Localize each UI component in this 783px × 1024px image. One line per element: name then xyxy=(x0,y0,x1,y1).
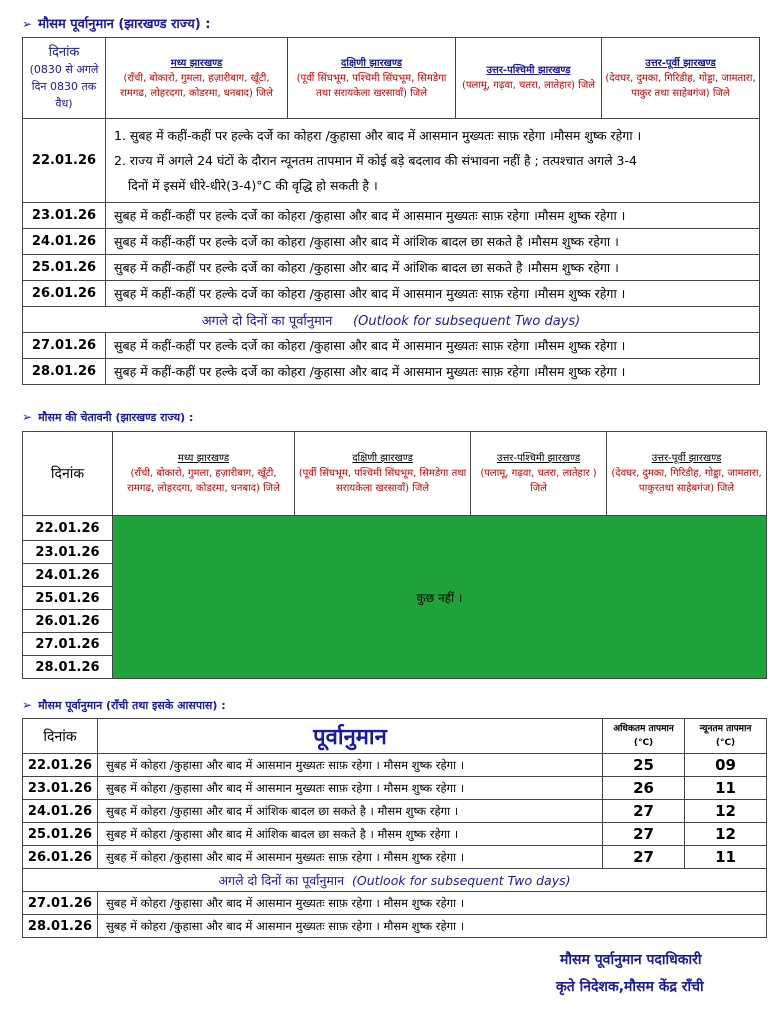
table-row: 28.01.26 सुबह में कहीं-कहीं पर हल्के दर्जे का कोहरा /कुहासा और बाद में आसमान मुख्यतः साफ़ रहेगा ।मौसम शुष्क रहेगा । xyxy=(23,359,760,385)
table-row: 26.01.26 सुबह में कोहरा /कुहासा और बाद में आसमान मुख्यतः साफ़ रहेगा । मौसम शुष्क रहेगा । 27 11 xyxy=(23,846,767,869)
table-row: 24.01.26 सुबह में कहीं-कहीं पर हल्के दर्जे का कोहरा /कुहासा और बाद में आंशिक बादल छा सकते है ।मौसम शुष्क रहेगा । xyxy=(23,229,760,255)
region-header-central: मध्य झारखण्ड (राँची, बोकारो, गुमला, हज़ारीबाग, खूँटी, रामगढ, लोहरदगा, कोडरमा, धनबाद) जिले xyxy=(106,38,288,119)
section1-title: ➢ मौसम पूर्वानुमान (झारखण्ड राज्य) : xyxy=(22,17,211,32)
table-row xyxy=(23,119,760,203)
warning-table xyxy=(22,431,767,679)
region-header-northwest: उत्तर-पश्चिमी झारखण्ड (पलामू, गढ़वा, चतरा, लातेहार ) जिले xyxy=(471,432,607,516)
warning-none-cell: कुछ नहीं । xyxy=(113,516,767,679)
table-row: 25.01.26 xyxy=(23,587,767,610)
section2-title: ➢ मौसम की चेतावनी (झारखण्ड राज्य) : xyxy=(22,410,194,424)
forecast-header-cell: पूर्वानुमान xyxy=(98,719,603,754)
region-header-central: मध्य झारखण्ड (राँची, बोकारो, गुमला, हज़ारीबाग, खूँटी, रामगढ, लोहरदगा, कोडरमा, धनबाद) जिले xyxy=(113,432,295,516)
table-row: 23.01.26 सुबह में कोहरा /कुहासा और बाद में आसमान मुख्यतः साफ़ रहेगा । मौसम शुष्क रहेगा । 26 11 xyxy=(23,777,767,800)
table-row: 26.01.26 सुबह में कहीं-कहीं पर हल्के दर्जे का कोहरा /कुहासा और बाद में आसमान मुख्यतः साफ़ रहेगा ।मौसम शुष्क रहेगा । xyxy=(23,281,760,307)
table-row: 27.01.26 xyxy=(23,633,767,656)
date-header-cell: दिनांक (0830 से अगले दिन 0830 तक वैध) xyxy=(23,38,106,119)
min-temp-header: न्यूनतम तापमान (°C) xyxy=(685,719,767,754)
arrow-bullet-icon: ➢ xyxy=(22,698,33,712)
region-header-south: दक्षिणी झारखण्ड (पूर्वी सिंघभूम, पश्चिमी सिंघभूम, सिमडेगा तथा सरायकेला खरसावाँ) जिले xyxy=(295,432,471,516)
outlook-row: अगले दो दिनों का पूर्वानुमान (Outlook for subsequent Two days) xyxy=(23,307,760,333)
table-row: 23.01.26 सुबह में कहीं-कहीं पर हल्के दर्जे का कोहरा /कुहासा और बाद में आसमान मुख्यतः साफ़ रहेगा ।मौसम शुष्क रहेगा । xyxy=(23,203,760,229)
table-row: 27.01.26 सुबह में कहीं-कहीं पर हल्के दर्जे का कोहरा /कुहासा और बाद में आसमान मुख्यतः साफ़ रहेगा ।मौसम शुष्क रहेगा । xyxy=(23,333,760,359)
table-row: 28.01.26 सुबह में कोहरा /कुहासा और बाद में आसमान मुख्यतः साफ़ रहेगा । मौसम शुष्क रहेगा । xyxy=(23,915,767,938)
arrow-bullet-icon: ➢ xyxy=(22,410,33,424)
forecast-cell: 1. सुबह में कहीं-कहीं पर हल्के दर्जे का कोहरा /कुहासा और बाद में आसमान मुख्यतः साफ़ रहेगा ।मौसम शुष्क रहेगा । 2. राज्य में अगले 24 घंटों के दौरान न्यूनतम तापमान में कोई बड़े बदलाव की संभावना नहीं है ; तत्पश्चात अगले 3-4 दिनों में इसमें धीरे-धीरे(3-4)°C की वृद्धि हो सकती है । xyxy=(106,119,760,203)
table-row: 28.01.26 xyxy=(23,656,767,679)
signature-office: कृते निदेशक,मौसम केंद्र राँची xyxy=(556,979,704,995)
date-header-cell: दिनांक xyxy=(23,719,98,754)
ranchi-forecast-table xyxy=(22,718,767,938)
table-row: 24.01.26 xyxy=(23,564,767,587)
region-header-northeast: उत्तर-पूर्वी झारखण्ड (देवघर, दुमका, गिरिडीह, गोड्डा, जामतारा, पाकुर तथा साहेबगंज) जिले xyxy=(602,38,760,119)
table-row: 22.01.26 कुछ नहीं । xyxy=(23,516,767,541)
table-row: 27.01.26 सुबह में कोहरा /कुहासा और बाद में आसमान मुख्यतः साफ़ रहेगा । मौसम शुष्क रहेगा । xyxy=(23,892,767,915)
region-header-south: दक्षिणी झारखण्ड (पूर्वी सिंघभूम, पश्चिमी सिंघभूम, सिमडेगा तथा सरायकेला खरसावाँ) जिले xyxy=(288,38,456,119)
region-header-northwest: उत्तर-पश्चिमी झारखण्ड (पलामू, गढ़वा, चतरा, लातेहार) जिले xyxy=(456,38,602,119)
region-header-northeast: उत्तर-पूर्वी झारखण्ड (देवघर, दुमका, गिरिडीह, गोड्डा, जामतारा, पाकुरतथा साहेबगंज) जिले xyxy=(607,432,767,516)
arrow-bullet-icon: ➢ xyxy=(22,17,33,31)
section3-title: ➢ मौसम पूर्वानुमान (राँची तथा इसके आसपास) : xyxy=(22,698,226,712)
table-row: 25.01.26 सुबह में कहीं-कहीं पर हल्के दर्जे का कोहरा /कुहासा और बाद में आंशिक बादल छा सकते है ।मौसम शुष्क रहेगा । xyxy=(23,255,760,281)
table-row: 22.01.26 सुबह में कोहरा /कुहासा और बाद में आसमान मुख्यतः साफ़ रहेगा । मौसम शुष्क रहेगा । 25 09 xyxy=(23,754,767,777)
row-date: 22.01.26 xyxy=(23,119,106,203)
table-row: 24.01.26 सुबह में कोहरा /कुहासा और बाद में आंशिक बादल छा सकते है । मौसम शुष्क रहेगा । 27 12 xyxy=(23,800,767,823)
table-row: 25.01.26 सुबह में कोहरा /कुहासा और बाद में आंशिक बादल छा सकते है । मौसम शुष्क रहेगा । 27 12 xyxy=(23,823,767,846)
forecast-state-table xyxy=(22,37,760,385)
signature-title: मौसम पूर्वानुमान पदाधिकारी xyxy=(560,952,702,968)
date-header-cell: दिनांक xyxy=(23,432,113,516)
table-row: 26.01.26 xyxy=(23,610,767,633)
max-temp-header: अधिकतम तापमान (°C) xyxy=(603,719,685,754)
outlook-row: अगले दो दिनों का पूर्वानुमान (Outlook for subsequent Two days) xyxy=(23,869,767,892)
table-row: 23.01.26 xyxy=(23,541,767,564)
